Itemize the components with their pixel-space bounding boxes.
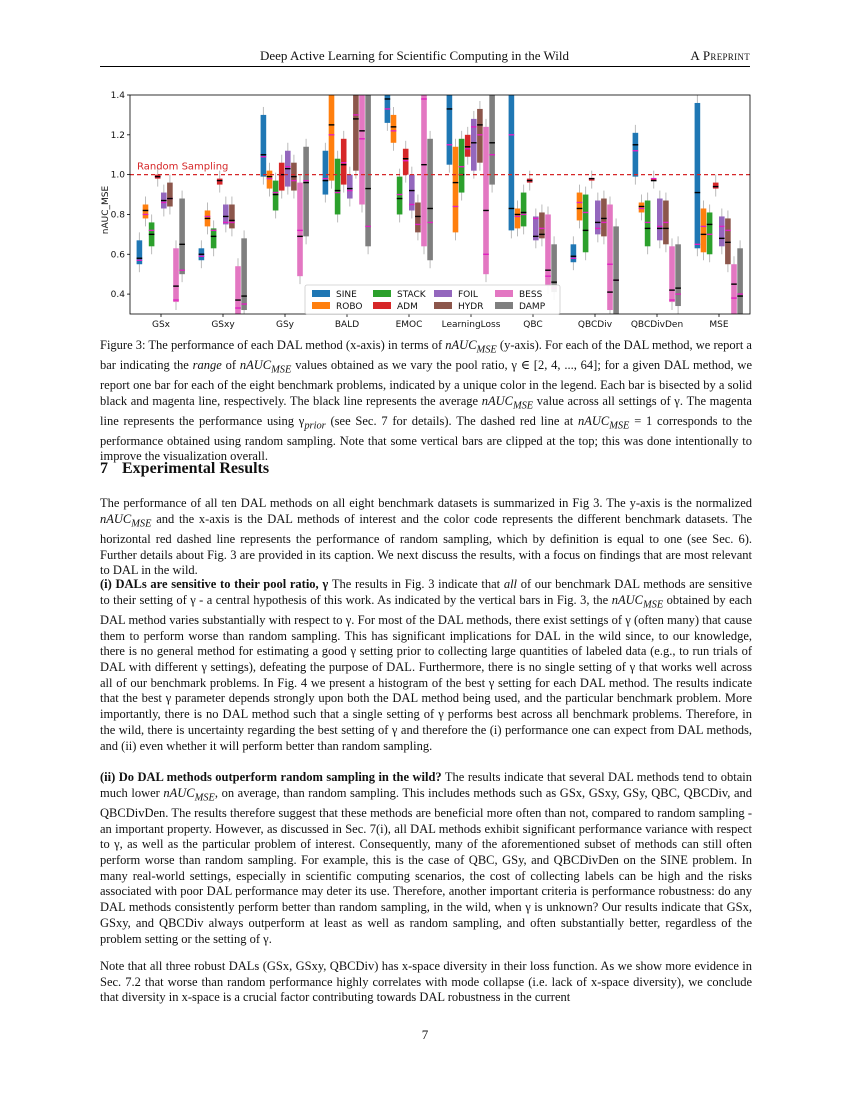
bar-LearningLoss-SINE — [447, 95, 453, 173]
bar-QBCDiv-SINE — [571, 236, 577, 270]
caption-math-2: nAUC — [239, 358, 272, 372]
bar-range — [545, 214, 551, 286]
bar-GSy-ROBO — [267, 163, 273, 197]
bar-range — [725, 218, 731, 264]
bar-GSx-SINE — [137, 232, 143, 272]
bar-range — [217, 179, 223, 185]
bar-range — [465, 135, 471, 157]
bar-LearningLoss-STACK — [459, 131, 465, 201]
bar-range — [633, 133, 639, 177]
bar-QBCDiv-BESS — [607, 197, 613, 314]
bar-range — [335, 159, 341, 215]
para1-text-a: The performance of all ten DAL methods on all eight benchmark datasets is summarized in Fig 3. The y-axis is the normalized — [100, 496, 752, 510]
bar-range — [365, 95, 371, 246]
y-tick-label: 1.4 — [110, 91, 125, 101]
bar-GSy-FOIL — [285, 143, 291, 195]
legend-label-SINE: SINE — [336, 290, 357, 300]
para2-emph-all: all — [503, 577, 518, 591]
y-tick-label: 1.0 — [110, 170, 125, 181]
caption-math-3-sub: MSE — [512, 400, 534, 411]
bar-range — [521, 193, 527, 227]
bar-GSxy-STACK — [211, 220, 217, 256]
para3-text-b: , on average, than random sampling. This includes methods such as GSx, GSxy, GSy, QBC, QBCDiv, and QBCDivDen. The results therefore suggest that these methods are beneficial more often than not, compared to random sampling - an important property. However, as discussed in Sec. 7(i), all DAL methods exhibit significant performance variance with respect to γ, as well as the particular problem of interest. Consequently, many of the aforementioned subset of methods can still often perform worse than random sampling. For example, this is the case of QBC, GSy, and QBCDivDen on the SINE problem. In many real-world settings, especially in scientific computing scenarios, the cost of collecting labels can be high and the risks associated with poor DAL performance may deter its use. Therefore, another important criteria is performance robustness: do any DAL methods consistently perform better than random sampling, in the wild, when γ is unknown? Our results indicate that GSx, GSxy, and QBCDiv always outperform at least as well as random sampling, and often substantially better, regardless of the problem setting or the setting of γ. — [100, 785, 753, 946]
bar-range — [719, 216, 725, 246]
bar-range — [329, 95, 335, 181]
bar-BALD-SINE — [323, 143, 329, 203]
bar-QBCDiv-STACK — [583, 187, 589, 261]
caption-emph-range: range — [192, 358, 222, 372]
bar-GSxy-HYDR — [229, 197, 235, 237]
caption-math-4-sub: MSE — [609, 420, 630, 431]
bar-EMOC-HYDR — [415, 195, 421, 241]
x-axis — [152, 314, 729, 330]
bar-BALD-STACK — [335, 151, 341, 223]
bar-range — [695, 103, 701, 248]
bar-GSxy-DAMP — [241, 230, 247, 314]
page-number: 7 — [421, 1027, 429, 1042]
bar-range — [303, 147, 309, 237]
bar-range — [347, 175, 353, 199]
caption-math-1: nAUC — [445, 338, 477, 352]
y-tick-label: 0.8 — [110, 210, 125, 221]
bar-GSxy-SINE — [199, 240, 205, 268]
para3-math: nAUC — [163, 785, 195, 800]
bar-range — [571, 244, 577, 262]
section-number: 7 — [100, 460, 108, 477]
legend-swatch-ADM — [373, 302, 391, 309]
paragraph-pool-ratio — [100, 577, 752, 754]
bar-range — [391, 115, 397, 143]
bar-QBCDivDen-DAMP — [675, 236, 681, 314]
bar-GSy-BESS — [297, 175, 303, 285]
bar-QBCDivDen-HYDR — [663, 193, 669, 253]
random-sampling-label: Random Sampling — [137, 161, 229, 173]
bar-range — [323, 151, 329, 195]
bar-range — [583, 195, 589, 253]
para4-text: Note that all three robust DALs (GSx, GSxy, QBCDiv) has x-space diversity in their loss function. As we show more evidence in Sec. 7.2 that worse than random performance highly correlates with mode collapse (i.e. lack of x-space diversity), we conclude that diversity in x-space is a crucial factor contributing towards DAL robustness in the current — [100, 959, 752, 1005]
bar-GSxy-ROBO — [205, 203, 211, 235]
bar-GSxy-ADM — [217, 171, 223, 193]
para2-text-c: obtained by each DAL method varies substantially with respect to γ. For most of the DAL methods, there exist settings of γ (often many) that cause them to perform worse than random sampling. This has significant implications for DAL in the wild since, to our knowledge, there is no general method for estimating a good γ setting prior to collecting large quantities of labeled data (e.g., to run trials of DAL with different γ settings), defeating the purpose of DAL. Furthermore, there is no single setting of γ that works well across all of our benchmark problems. In Fig. 4 we present a histogram of the best γ setting for each DAL method. The results indicate that the best γ parameter depends strongly upon both the DAL method being used, and the particular benchmark problem. More importantly, there is no DAL method such that a single setting of γ performs best across all benchmark problems. Therefore, in the wild, there is uncertainty regarding the best setting of γ and therefore the (i) performance one can expect from DAL methods, and (ii) even whether it will perform better than random sampling. — [100, 592, 752, 753]
x-tick-label: QBC — [523, 320, 543, 330]
legend-swatch-FOIL — [434, 290, 452, 297]
bar-LearningLoss-BESS — [483, 119, 489, 282]
legend-swatch-STACK — [373, 290, 391, 297]
figure-3-chart — [100, 82, 752, 337]
bar-MSE-HYDR — [725, 210, 731, 272]
bar-GSy-ADM — [279, 155, 285, 199]
x-tick-label: GSxy — [211, 320, 235, 330]
bar-QBCDivDen-SINE — [633, 125, 639, 185]
bar-range — [297, 183, 303, 277]
bar-EMOC-SINE — [385, 95, 391, 131]
bar-QBCDiv-ROBO — [577, 185, 583, 229]
bar-range — [421, 95, 427, 246]
bar-QBCDiv-ADM — [589, 171, 595, 189]
bar-range — [489, 95, 495, 185]
bar-range — [701, 208, 707, 252]
para3-text-a: The results indicate that several DAL methods tend to obtain much lower — [100, 770, 752, 800]
legend-swatch-HYDR — [434, 302, 452, 309]
bar-range — [341, 139, 347, 185]
bar-range — [459, 139, 465, 193]
figure-caption — [100, 338, 752, 465]
bar-EMOC-DAMP — [427, 131, 433, 268]
para2-math: nAUC — [611, 592, 643, 607]
bar-range — [241, 238, 247, 310]
bar-QBC-BESS — [545, 206, 551, 294]
x-tick-label: GSx — [151, 320, 171, 330]
legend-label-DAMP: DAMP — [519, 302, 546, 312]
bar-range — [235, 266, 241, 314]
paragraph-overview — [100, 496, 752, 579]
bar-range — [477, 109, 483, 163]
bar-GSx-BESS — [173, 240, 179, 310]
bar-range — [397, 177, 403, 215]
running-header — [100, 46, 750, 67]
x-tick-label: MSE — [709, 320, 729, 330]
y-axis — [111, 91, 130, 300]
legend-swatch-ROBO — [312, 302, 330, 309]
bar-BALD-BESS — [359, 95, 365, 212]
bar-GSy-HYDR — [291, 155, 297, 199]
bar-GSx-DAMP — [179, 191, 185, 283]
legend-label-HYDR: HYDR — [458, 302, 484, 312]
bar-GSxy-BESS — [235, 258, 241, 314]
bar-GSx-HYDR — [167, 175, 173, 215]
bar-QBCDiv-FOIL — [595, 193, 601, 243]
y-tick-label: 0.4 — [110, 290, 125, 301]
bar-GSy-STACK — [273, 173, 279, 219]
bar-EMOC-STACK — [397, 169, 403, 223]
y-axis-label: nAUC_MSE — [101, 185, 111, 235]
bar-range — [453, 147, 459, 233]
bar-range — [515, 208, 521, 228]
para1-math: nAUC — [100, 511, 132, 526]
legend-swatch-SINE — [312, 290, 330, 297]
bar-GSxy-FOIL — [223, 197, 229, 233]
bar-GSx-ROBO — [143, 197, 149, 227]
legend-label-ROBO: ROBO — [336, 302, 363, 312]
para2-text-b: of our benchmark DAL methods are sensitive to their setting of γ - a central hypothesis of this work. As indicated by the vertical bars in Fig. 3, the — [100, 577, 752, 607]
paragraph-random-sampling — [100, 770, 752, 947]
legend — [305, 285, 560, 314]
bar-EMOC-ROBO — [391, 107, 397, 151]
bar-LearningLoss-ROBO — [453, 139, 459, 241]
bar-range — [577, 193, 583, 221]
running-title: Deep Active Learning for Scientific Computing in the Wild — [260, 48, 569, 63]
bar-BALD-HYDR — [353, 95, 359, 179]
bar-QBCDivDen-FOIL — [657, 191, 663, 249]
bar-range — [483, 127, 489, 274]
section-title: Experimental Results — [122, 460, 270, 477]
caption-math-2-sub: MSE — [271, 364, 292, 376]
bar-range — [353, 95, 359, 171]
legend-label-BESS: BESS — [519, 290, 543, 300]
bar-range — [675, 244, 681, 306]
caption-text-5: value across all settings of γ. The magenta line represents the performance using γ — [100, 393, 752, 428]
bar-QBC-ROBO — [515, 201, 521, 237]
bar-GSy-SINE — [261, 107, 267, 185]
bar-range — [211, 228, 217, 248]
bar-range — [261, 115, 267, 177]
bar-EMOC-ADM — [403, 141, 409, 183]
bar-range — [415, 203, 421, 233]
bar-range — [509, 95, 515, 230]
preprint-tag: A Preprint — [690, 48, 750, 63]
bar-QBC-HYDR — [539, 205, 545, 247]
bar-QBC-ADM — [527, 171, 533, 191]
bar-range — [707, 212, 713, 254]
bar-range — [669, 246, 675, 302]
x-tick-label: GSy — [275, 320, 295, 330]
bar-QBC-SINE — [509, 95, 515, 238]
bar-QBCDivDen-STACK — [645, 193, 651, 255]
bar-LearningLoss-DAMP — [489, 95, 495, 193]
caption-text-1: Figure 3: The performance of each DAL method (x-axis) in terms of — [100, 338, 446, 352]
bar-MSE-ADM — [713, 175, 719, 197]
bar-range — [595, 201, 601, 235]
caption-text-4: values obtained as we vary the pool ratio, γ ∈ [2, 4, ..., 64]; for a given DAL method, we report one bar for each of the eight benchmark problems, indicated by a unique color in the legend. Each bar is bisected by a solid black and magenta line, respectively. The black line represents the average — [100, 358, 752, 408]
bar-range — [279, 163, 285, 191]
legend-swatch-BESS — [495, 290, 513, 297]
bar-range — [613, 226, 619, 314]
bar-MSE-STACK — [707, 205, 713, 263]
bar-range — [657, 199, 663, 241]
para2-text-a: The results in Fig. 3 indicate that — [328, 577, 504, 591]
bar-range — [607, 205, 613, 311]
bar-BALD-ADM — [341, 131, 347, 193]
bar-QBCDiv-DAMP — [613, 218, 619, 314]
x-tick-label: QBCDivDen — [630, 320, 684, 330]
bar-MSE-DAMP — [737, 240, 743, 314]
bar-range — [167, 183, 173, 207]
bar-range — [229, 205, 235, 229]
bar-QBC-FOIL — [533, 208, 539, 248]
bar-QBCDivDen-BESS — [669, 238, 675, 310]
bar-range — [427, 139, 433, 260]
bar-QBCDivDen-ADM — [651, 171, 657, 189]
caption-text-7: = 1 corresponds to the performance obtained using random sampling. Note that some vertical bars are clipped at the top; this was done intentionally to improve the visualization overall. — [100, 413, 752, 463]
legend-swatch-DAMP — [495, 302, 513, 309]
bar-GSx-STACK — [149, 214, 155, 254]
paragraph-robust-dals — [100, 959, 752, 1006]
x-tick-label: LearningLoss — [441, 320, 501, 330]
caption-math-3: nAUC — [481, 393, 513, 408]
bar-LearningLoss-HYDR — [477, 101, 483, 171]
bar-range — [713, 183, 719, 189]
caption-text-3: of — [221, 358, 240, 372]
bar-range — [731, 264, 737, 314]
para2-heading: (i) DALs are sensitive to their pool ratio, γ — [100, 577, 329, 591]
caption-math-1-sub: MSE — [476, 344, 497, 356]
bar-range — [273, 181, 279, 211]
y-tick-label: 0.6 — [110, 250, 125, 261]
bars-layer — [137, 95, 743, 314]
bar-range — [223, 205, 229, 225]
bar-range — [645, 201, 651, 247]
para3-heading: (ii) Do DAL methods outperform random sampling in the wild? — [100, 770, 442, 784]
bar-range — [403, 149, 409, 175]
bar-GSy-DAMP — [303, 139, 309, 245]
legend-label-FOIL: FOIL — [458, 290, 478, 300]
bar-MSE-ROBO — [701, 201, 707, 261]
bar-MSE-SINE — [695, 95, 701, 256]
para1-text-b: and the x-axis is the DAL methods of interest and the color code represents the different benchmark datasets. The horizontal red dashed line represents the performance of random sampling, which by definition is equal to one (see Sec. 6). Further details about Fig. 3 are provided in its caption. We next discuss the results, with a focus on findings that are most relevant to DAL in the wild. — [100, 511, 752, 578]
bar-MSE-BESS — [731, 256, 737, 314]
caption-text-2: (y-axis). For each of the DAL method, we report a bar indicating the — [100, 338, 752, 372]
bar-LearningLoss-ADM — [465, 127, 471, 165]
bar-QBCDiv-HYDR — [601, 191, 607, 245]
bar-MSE-FOIL — [719, 208, 725, 254]
y-tick-label: 1.2 — [110, 130, 125, 141]
bar-QBCDivDen-ROBO — [639, 195, 645, 221]
caption-math-4: nAUC — [577, 413, 610, 428]
section-heading — [100, 460, 269, 478]
bar-BALD-FOIL — [347, 167, 353, 207]
bar-QBC-STACK — [521, 185, 527, 235]
legend-label-ADM: ADM — [397, 302, 418, 312]
bar-range — [639, 203, 645, 213]
para1-math-sub: MSE — [131, 518, 152, 530]
para2-math-sub: MSE — [642, 599, 664, 611]
bar-range — [267, 171, 273, 189]
x-tick-label: QBCDiv — [577, 320, 613, 330]
bar-LearningLoss-FOIL — [471, 111, 477, 179]
bar-range — [601, 199, 607, 237]
bar-range — [737, 248, 743, 314]
bar-GSx-FOIL — [161, 185, 167, 217]
bar-range — [143, 205, 149, 219]
bar-range — [173, 248, 179, 302]
bar-range — [179, 199, 185, 275]
bar-range — [447, 95, 453, 165]
legend-label-STACK: STACK — [397, 290, 426, 300]
x-tick-label: EMOC — [395, 320, 423, 330]
bar-range — [359, 95, 365, 205]
para3-math-sub: MSE — [194, 792, 215, 804]
x-tick-label: BALD — [334, 320, 360, 330]
caption-gamma-prior-sub: prior — [304, 420, 326, 431]
caption-text-6: (see Sec. 7 for details). The dashed red line at — [325, 413, 578, 428]
